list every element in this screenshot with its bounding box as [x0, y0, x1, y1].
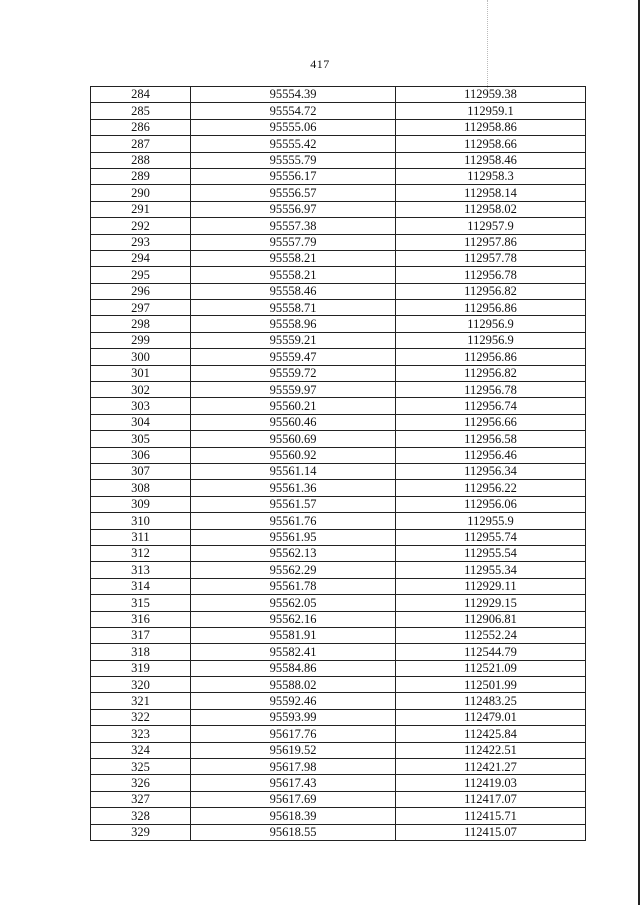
x-coordinate-cell: 95559.97 [191, 382, 396, 398]
y-coordinate-cell: 112955.9 [396, 513, 586, 529]
y-coordinate-cell: 112421.27 [396, 759, 586, 775]
table-row [91, 431, 586, 447]
point-number-cell: 328 [91, 808, 191, 824]
y-coordinate-cell: 112957.86 [396, 234, 586, 250]
point-number-cell: 301 [91, 365, 191, 381]
point-number-cell: 286 [91, 119, 191, 135]
point-number-cell: 313 [91, 562, 191, 578]
y-coordinate-cell: 112415.07 [396, 824, 586, 840]
y-coordinate-cell: 112417.07 [396, 791, 586, 807]
point-number-cell: 310 [91, 513, 191, 529]
x-coordinate-cell: 95555.06 [191, 119, 396, 135]
x-coordinate-cell: 95559.72 [191, 365, 396, 381]
table-row [91, 775, 586, 791]
x-coordinate-cell: 95581.91 [191, 627, 396, 643]
x-coordinate-cell: 95617.43 [191, 775, 396, 791]
table-row [91, 808, 586, 824]
point-number-cell: 300 [91, 349, 191, 365]
y-coordinate-cell: 112957.78 [396, 250, 586, 266]
table-row [91, 578, 586, 594]
x-coordinate-cell: 95561.95 [191, 529, 396, 545]
point-number-cell: 287 [91, 136, 191, 152]
x-coordinate-cell: 95617.98 [191, 759, 396, 775]
point-number-cell: 299 [91, 332, 191, 348]
point-number-cell: 296 [91, 283, 191, 299]
x-coordinate-cell: 95554.39 [191, 87, 396, 103]
y-coordinate-cell: 112425.84 [396, 726, 586, 742]
y-coordinate-cell: 112544.79 [396, 644, 586, 660]
table-row [91, 349, 586, 365]
table-row [91, 185, 586, 201]
point-number-cell: 305 [91, 431, 191, 447]
table-row [91, 595, 586, 611]
table-row [91, 119, 586, 135]
point-number-cell: 329 [91, 824, 191, 840]
y-coordinate-cell: 112959.1 [396, 103, 586, 119]
y-coordinate-cell: 112956.58 [396, 431, 586, 447]
table-row [91, 103, 586, 119]
table-row [91, 250, 586, 266]
x-coordinate-cell: 95560.92 [191, 447, 396, 463]
x-coordinate-cell: 95558.71 [191, 300, 396, 316]
x-coordinate-cell: 95560.69 [191, 431, 396, 447]
x-coordinate-cell: 95562.05 [191, 595, 396, 611]
table-row [91, 759, 586, 775]
y-coordinate-cell: 112956.82 [396, 365, 586, 381]
x-coordinate-cell: 95555.42 [191, 136, 396, 152]
x-coordinate-cell: 95554.72 [191, 103, 396, 119]
table-row [91, 382, 586, 398]
x-coordinate-cell: 95561.14 [191, 463, 396, 479]
coordinates-table-body [91, 87, 586, 841]
point-number-cell: 314 [91, 578, 191, 594]
y-coordinate-cell: 112958.66 [396, 136, 586, 152]
x-coordinate-cell: 95558.21 [191, 267, 396, 283]
x-coordinate-cell: 95593.99 [191, 709, 396, 725]
point-number-cell: 317 [91, 627, 191, 643]
table-row [91, 87, 586, 103]
table-row [91, 152, 586, 168]
x-coordinate-cell: 95619.52 [191, 742, 396, 758]
x-coordinate-cell: 95561.76 [191, 513, 396, 529]
table-row [91, 136, 586, 152]
x-coordinate-cell: 95558.96 [191, 316, 396, 332]
table-row [91, 791, 586, 807]
page-edge-mark [487, 0, 489, 90]
point-number-cell: 297 [91, 300, 191, 316]
table-row [91, 824, 586, 840]
point-number-cell: 315 [91, 595, 191, 611]
y-coordinate-cell: 112479.01 [396, 709, 586, 725]
point-number-cell: 295 [91, 267, 191, 283]
y-coordinate-cell: 112956.66 [396, 414, 586, 430]
x-coordinate-cell: 95617.69 [191, 791, 396, 807]
point-number-cell: 290 [91, 185, 191, 201]
table-row [91, 545, 586, 561]
x-coordinate-cell: 95584.86 [191, 660, 396, 676]
y-coordinate-cell: 112956.9 [396, 332, 586, 348]
y-coordinate-cell: 112958.46 [396, 152, 586, 168]
x-coordinate-cell: 95592.46 [191, 693, 396, 709]
y-coordinate-cell: 112929.15 [396, 595, 586, 611]
point-number-cell: 321 [91, 693, 191, 709]
table-row [91, 447, 586, 463]
point-number-cell: 318 [91, 644, 191, 660]
x-coordinate-cell: 95559.47 [191, 349, 396, 365]
table-row [91, 316, 586, 332]
x-coordinate-cell: 95559.21 [191, 332, 396, 348]
x-coordinate-cell: 95582.41 [191, 644, 396, 660]
x-coordinate-cell: 95588.02 [191, 677, 396, 693]
x-coordinate-cell: 95560.46 [191, 414, 396, 430]
table-row [91, 726, 586, 742]
table-row [91, 234, 586, 250]
y-coordinate-cell: 112956.86 [396, 349, 586, 365]
table-row [91, 677, 586, 693]
y-coordinate-cell: 112956.34 [396, 463, 586, 479]
y-coordinate-cell: 112929.11 [396, 578, 586, 594]
table-row [91, 398, 586, 414]
y-coordinate-cell: 112415.71 [396, 808, 586, 824]
x-coordinate-cell: 95561.78 [191, 578, 396, 594]
coordinates-table [90, 86, 586, 841]
y-coordinate-cell: 112956.86 [396, 300, 586, 316]
y-coordinate-cell: 112956.82 [396, 283, 586, 299]
point-number-cell: 309 [91, 496, 191, 512]
point-number-cell: 322 [91, 709, 191, 725]
point-number-cell: 303 [91, 398, 191, 414]
y-coordinate-cell: 112501.99 [396, 677, 586, 693]
point-number-cell: 323 [91, 726, 191, 742]
y-coordinate-cell: 112521.09 [396, 660, 586, 676]
table-row [91, 513, 586, 529]
point-number-cell: 327 [91, 791, 191, 807]
table-row [91, 168, 586, 184]
x-coordinate-cell: 95558.21 [191, 250, 396, 266]
table-row [91, 742, 586, 758]
page-number: 417 [310, 57, 330, 71]
point-number-cell: 285 [91, 103, 191, 119]
table-row [91, 660, 586, 676]
x-coordinate-cell: 95562.29 [191, 562, 396, 578]
x-coordinate-cell: 95560.21 [191, 398, 396, 414]
y-coordinate-cell: 112956.78 [396, 382, 586, 398]
y-coordinate-cell: 112956.46 [396, 447, 586, 463]
x-coordinate-cell: 95557.79 [191, 234, 396, 250]
point-number-cell: 291 [91, 201, 191, 217]
y-coordinate-cell: 112956.9 [396, 316, 586, 332]
x-coordinate-cell: 95558.46 [191, 283, 396, 299]
table-row [91, 644, 586, 660]
table-row [91, 218, 586, 234]
y-coordinate-cell: 112958.3 [396, 168, 586, 184]
point-number-cell: 304 [91, 414, 191, 430]
y-coordinate-cell: 112956.22 [396, 480, 586, 496]
y-coordinate-cell: 112957.9 [396, 218, 586, 234]
table-row [91, 627, 586, 643]
y-coordinate-cell: 112906.81 [396, 611, 586, 627]
point-number-cell: 308 [91, 480, 191, 496]
y-coordinate-cell: 112958.14 [396, 185, 586, 201]
x-coordinate-cell: 95556.57 [191, 185, 396, 201]
y-coordinate-cell: 112955.74 [396, 529, 586, 545]
table-row [91, 529, 586, 545]
y-coordinate-cell: 112956.74 [396, 398, 586, 414]
table-row [91, 693, 586, 709]
point-number-cell: 293 [91, 234, 191, 250]
y-coordinate-cell: 112483.25 [396, 693, 586, 709]
y-coordinate-cell: 112956.78 [396, 267, 586, 283]
point-number-cell: 316 [91, 611, 191, 627]
point-number-cell: 326 [91, 775, 191, 791]
table-row [91, 611, 586, 627]
point-number-cell: 294 [91, 250, 191, 266]
point-number-cell: 298 [91, 316, 191, 332]
table-row [91, 365, 586, 381]
y-coordinate-cell: 112959.38 [396, 87, 586, 103]
table-row [91, 562, 586, 578]
point-number-cell: 288 [91, 152, 191, 168]
x-coordinate-cell: 95617.76 [191, 726, 396, 742]
x-coordinate-cell: 95561.57 [191, 496, 396, 512]
point-number-cell: 289 [91, 168, 191, 184]
table-row [91, 300, 586, 316]
table-row [91, 283, 586, 299]
point-number-cell: 307 [91, 463, 191, 479]
x-coordinate-cell: 95555.79 [191, 152, 396, 168]
x-coordinate-cell: 95556.17 [191, 168, 396, 184]
y-coordinate-cell: 112956.06 [396, 496, 586, 512]
point-number-cell: 306 [91, 447, 191, 463]
table-row [91, 201, 586, 217]
x-coordinate-cell: 95562.13 [191, 545, 396, 561]
table-row [91, 414, 586, 430]
point-number-cell: 325 [91, 759, 191, 775]
point-number-cell: 320 [91, 677, 191, 693]
y-coordinate-cell: 112955.34 [396, 562, 586, 578]
point-number-cell: 319 [91, 660, 191, 676]
table-row [91, 480, 586, 496]
x-coordinate-cell: 95557.38 [191, 218, 396, 234]
y-coordinate-cell: 112958.02 [396, 201, 586, 217]
point-number-cell: 284 [91, 87, 191, 103]
y-coordinate-cell: 112422.51 [396, 742, 586, 758]
x-coordinate-cell: 95618.39 [191, 808, 396, 824]
point-number-cell: 311 [91, 529, 191, 545]
table-row [91, 267, 586, 283]
table-row [91, 496, 586, 512]
y-coordinate-cell: 112552.24 [396, 627, 586, 643]
point-number-cell: 302 [91, 382, 191, 398]
x-coordinate-cell: 95562.16 [191, 611, 396, 627]
table-row [91, 709, 586, 725]
table-row [91, 332, 586, 348]
point-number-cell: 292 [91, 218, 191, 234]
point-number-cell: 324 [91, 742, 191, 758]
x-coordinate-cell: 95556.97 [191, 201, 396, 217]
y-coordinate-cell: 112958.86 [396, 119, 586, 135]
table-row [91, 463, 586, 479]
x-coordinate-cell: 95618.55 [191, 824, 396, 840]
x-coordinate-cell: 95561.36 [191, 480, 396, 496]
point-number-cell: 312 [91, 545, 191, 561]
y-coordinate-cell: 112955.54 [396, 545, 586, 561]
y-coordinate-cell: 112419.03 [396, 775, 586, 791]
